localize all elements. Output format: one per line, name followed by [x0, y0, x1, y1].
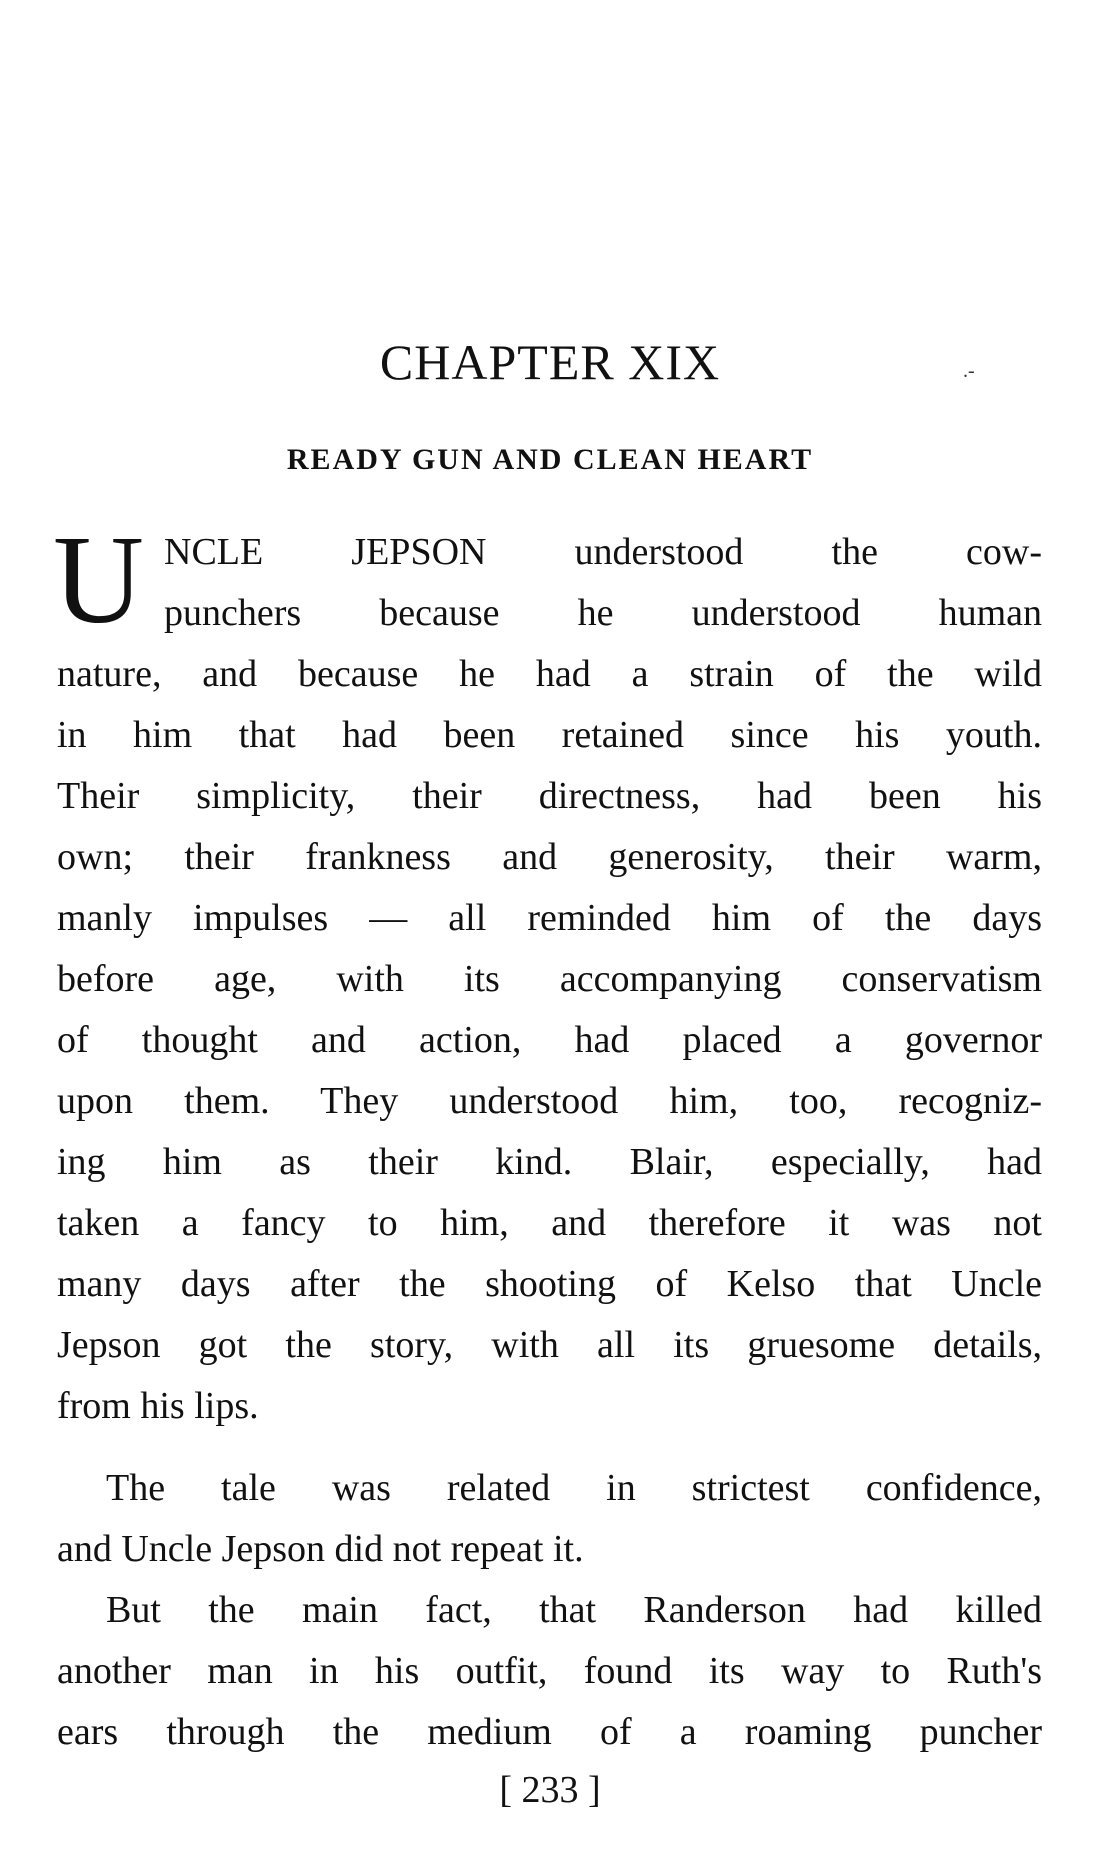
drop-cap: U	[53, 511, 144, 650]
text-line: another man in his outfit, found its way to Ruth's	[57, 1650, 1042, 1692]
paragraph-2	[57, 1458, 1042, 1580]
text-line: But the main fact, that Randerson had killed	[106, 1589, 1042, 1631]
text-line: Jepson got the story, with all its gruesome details,	[57, 1324, 1042, 1366]
paragraph-3	[57, 1580, 1042, 1763]
text-line: ears through the medium of a roaming puncher	[57, 1711, 1042, 1753]
page-number: [ 233 ]	[499, 1769, 601, 1811]
text-line: nature, and because he had a strain of the wild	[57, 653, 1042, 695]
chapter-title: CHAPTER XIX	[379, 334, 721, 390]
text-line: in him that had been retained since his youth.	[57, 714, 1042, 756]
text-line: own; their frankness and generosity, their warm,	[57, 836, 1042, 878]
text-line: from his lips.	[57, 1385, 259, 1427]
margin-mark: .-	[963, 360, 975, 382]
text-line: upon them. They understood him, too, recogniz-	[57, 1080, 1042, 1122]
text-line: taken a fancy to him, and therefore it was not	[57, 1202, 1042, 1244]
chapter-subtitle: READY GUN AND CLEAN HEART	[286, 443, 814, 476]
paragraph-1	[57, 522, 1042, 1437]
text-line: The tale was related in strictest confidence,	[106, 1467, 1042, 1509]
text-line: punchers because he understood human	[164, 592, 1042, 634]
text-line: ing him as their kind. Blair, especially, had	[57, 1141, 1042, 1183]
drop-cap-lines	[57, 522, 1042, 644]
text-line: of thought and action, had placed a governor	[57, 1019, 1042, 1061]
text-line: before age, with its accompanying conservatism	[57, 958, 1042, 1000]
text-line: Their simplicity, their directness, had been his	[57, 775, 1042, 817]
text-line: and Uncle Jepson did not repeat it.	[57, 1528, 584, 1570]
text-line: manly impulses — all reminded him of the days	[57, 897, 1042, 939]
text-line: many days after the shooting of Kelso that Uncle	[57, 1263, 1042, 1305]
text-line: NCLE JEPSON understood the cow-	[164, 531, 1042, 573]
